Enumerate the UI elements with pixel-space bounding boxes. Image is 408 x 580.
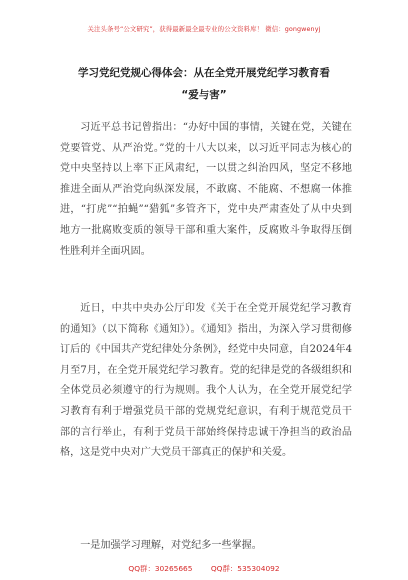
paragraph-3: 一是加强学习理解，对党纪多一些掌握。 [80, 540, 262, 551]
footer-qq-group-2: QQ群：535304092 [210, 564, 280, 573]
paragraph-1: 习近平总书记曾指出：“办好中国的事情，关键在党，关键在党要管党、从严治党。”党的十八大以来，以习近平同志为核心的党中央坚持以上率下正风肃纪，一以贯之纠治四风，坚定不移地推进全面从严治党向纵深发展，不敢腐、不能腐、不想腐一体推进，“打虎”“拍蝇”“猎狐”多管齐下，党中央严肃查处了从中央到地方一批腐败变质的领导干部和重大案件，反腐败斗争取得压倒性胜利并全面巩固。 [60, 122, 352, 257]
title-line-1: 学习党纪党规心得体会：从在全党开展党纪学习教育看 [78, 67, 330, 79]
footer-contact [0, 563, 408, 574]
footer-qq-group-1: QQ群：30265665 [128, 564, 193, 573]
document-title [40, 62, 368, 106]
title-line-2: “爱与害” [181, 89, 227, 101]
promo-banner: 关注头条号“公文研究”，获得最新最全最专业的公文资料库！ 微信：gongwenyj [87, 25, 321, 33]
paragraph-2: 近日，中共中央办公厅印发《关于在全党开展党纪学习教育的通知》（以下简称《通知》）。《通知》指出，为深入学习贯彻修订后的《中国共产党纪律处分条例》，经党中央同意，自2024年4月至7月，在全党开展党纪学习教育。党的纪律是党的各级组织和全体党员必须遵守的行为规则。我个人认为，在全党开展党纪学习教育有利于增强党员干部的党规党纪意识，有利于规范党员干部的言行举止，有利于党员干部始终保持忠诚干净担当的政治品格，这是党中央对广大党员干部真正的保护和关爱。 [60, 303, 352, 459]
